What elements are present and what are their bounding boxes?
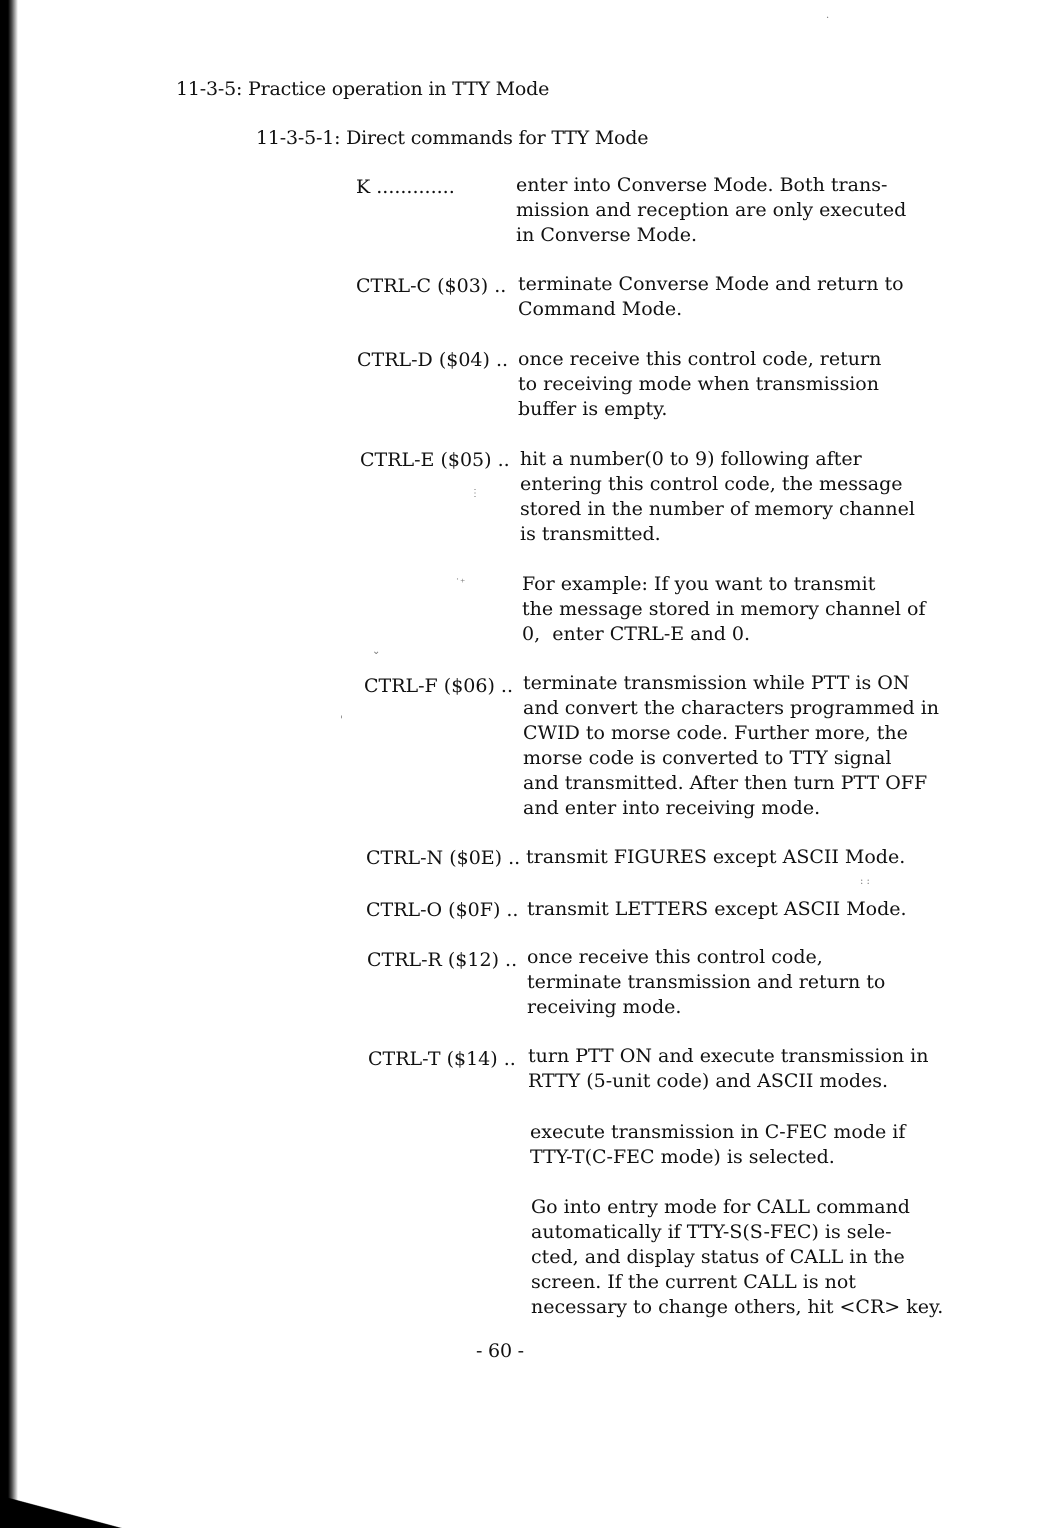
scan-edge-shadow <box>0 0 18 1528</box>
command-description: enter into Converse Mode. Both trans- mission and reception are only executed in Converse Mode. <box>516 174 907 246</box>
scan-corner-shadow <box>0 1488 150 1528</box>
command-key: CTRL-C ($03) .. <box>356 275 507 297</box>
scan-speck: . <box>826 10 830 21</box>
command-description: terminate transmission while PTT is ON and convert the characters programmed in CWID to morse code. Further more, the morse code is converted to TTY signal and transmitted. After then turn PTT OFF and enter into receiving mode. <box>523 672 940 819</box>
command-description: turn PTT ON and execute transmission in RTTY (5-unit code) and ASCII modes. <box>528 1045 929 1092</box>
command-description-continued: execute transmission in C-FEC mode if TTY-T(C-FEC mode) is selected. <box>530 1121 906 1168</box>
section-title: 11-3-5: Practice operation in TTY Mode <box>176 78 550 100</box>
command-description-continued: Go into entry mode for CALL command automatically if TTY-S(S-FEC) is sele- cted, and display status of CALL in the screen. If the current CALL is not necessary to change others, hit <CR> key. <box>531 1196 944 1318</box>
scan-speck: ⌄ <box>372 646 381 657</box>
page-number: - 60 - <box>476 1340 524 1362</box>
command-key: CTRL-E ($05) .. <box>360 449 510 471</box>
command-key: CTRL-N ($0E) .. <box>366 847 521 869</box>
scan-speck: ˙⁺ <box>455 578 466 589</box>
command-description: once receive this control code, return to receiving mode when transmission buffer is empty. <box>518 348 882 420</box>
command-description: terminate Converse Mode and return to Command Mode. <box>518 273 904 320</box>
command-key: CTRL-O ($0F) .. <box>366 899 519 921</box>
scan-speck: ⋮ <box>470 488 480 499</box>
example-note: For example: If you want to transmit the message stored in memory channel of 0, enter CTRL-E and 0. <box>522 573 926 645</box>
subsection-title: 11-3-5-1: Direct commands for TTY Mode <box>256 127 649 149</box>
command-key: CTRL-F ($06) .. <box>364 675 513 697</box>
command-key: CTRL-R ($12) .. <box>367 949 518 971</box>
command-description: transmit LETTERS except ASCII Mode. <box>527 898 907 920</box>
command-description: hit a number(0 to 9) following after entering this control code, the message stored in the number of memory channel is transmitted. <box>520 448 915 545</box>
command-key: K ............. <box>356 176 455 198</box>
command-key: CTRL-T ($14) .. <box>368 1048 516 1070</box>
command-description: once receive this control code, terminate transmission and return to receiving mode. <box>527 946 886 1018</box>
command-description: transmit FIGURES except ASCII Mode. <box>526 846 906 868</box>
scan-speck: : : <box>860 876 870 887</box>
command-key: CTRL-D ($04) .. <box>357 349 509 371</box>
scan-speck: ' <box>340 715 343 726</box>
